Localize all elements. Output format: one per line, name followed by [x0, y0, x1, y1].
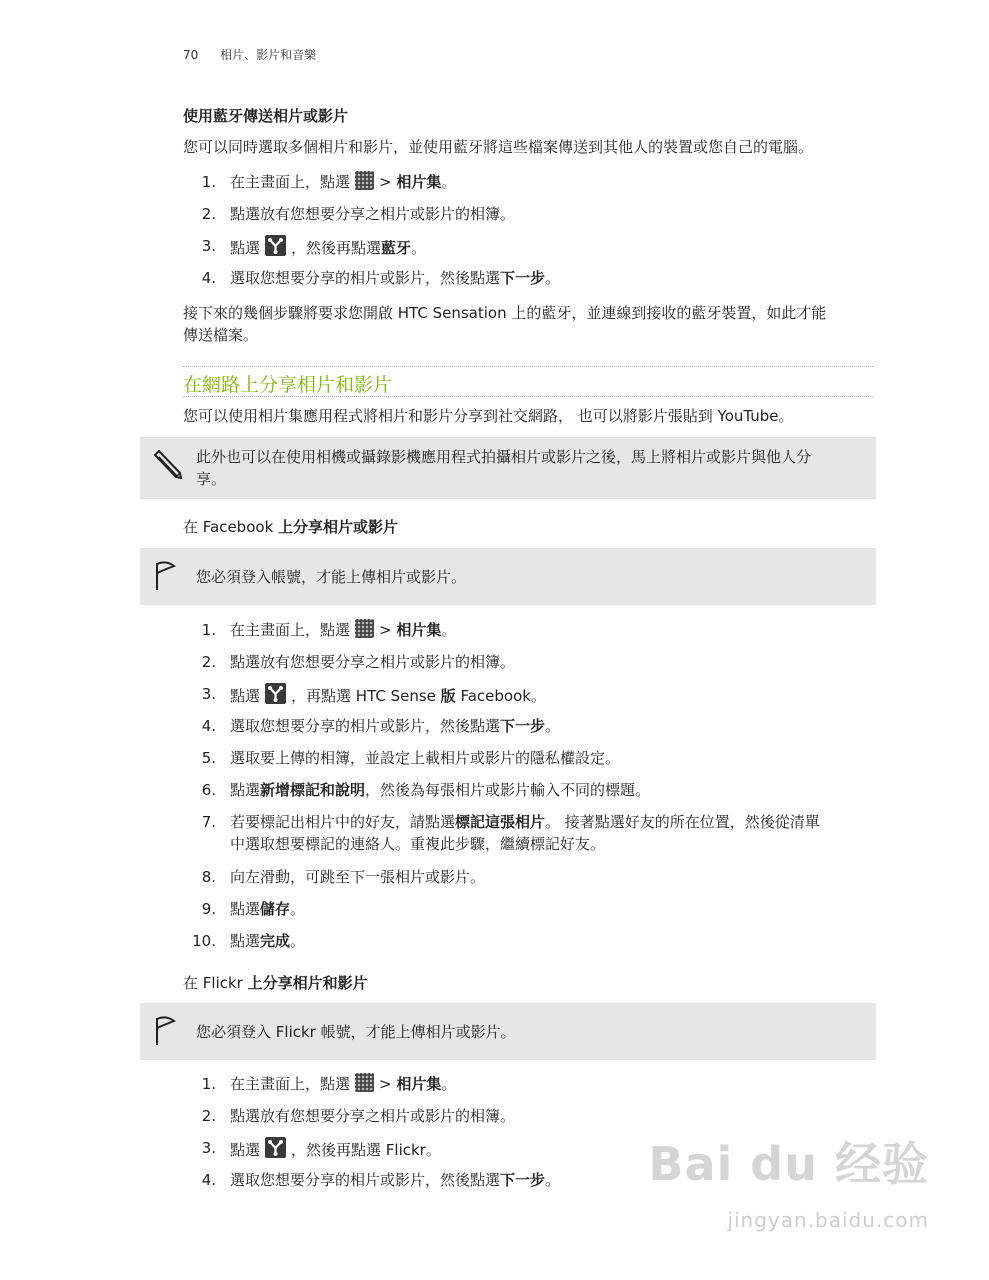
list-item: 3. 點選 ，再點選 HTC Sense 版 Facebook。 — [201, 685, 546, 705]
list-item: 6. 點選新增標記和說明，然後為每張相片或影片輸入不同的標題。 — [201, 781, 651, 799]
share-icon — [265, 235, 286, 256]
all-apps-icon — [355, 1073, 374, 1092]
list-item: 4. 選取您想要分享的相片或影片，然後點選下一步。 — [201, 269, 561, 287]
section-divider — [183, 366, 873, 367]
list-item: 4. 選取您想要分享的相片或影片，然後點選下一步。 — [201, 1171, 561, 1189]
watermark-logo: Bai du 经验 — [648, 1137, 929, 1191]
web-share-intro: 您可以使用相片集應用程式將相片和影片分享到社交網路， 也可以將影片張貼到 YouTube。 — [183, 407, 794, 425]
list-item: 1. 在主畫面上，點選 > 相片集。 — [201, 621, 457, 639]
flag-icon — [150, 560, 180, 596]
list-item: 3. 點選 ，然後再點選 Flickr。 — [201, 1139, 441, 1159]
bluetooth-after-text: 接下來的幾個步驟將要求您開啟 HTC Sensation 上的藍牙，並連線到接收的藍牙裝置，如此才能 傳送檔案。 — [183, 304, 827, 344]
pencil-icon — [150, 447, 186, 487]
share-icon — [265, 683, 286, 704]
list-item: 3. 點選 ，然後再點選藍牙。 — [201, 237, 427, 257]
list-item: 1. 在主畫面上，點選 > 相片集。 — [201, 1075, 457, 1093]
note-box — [140, 1003, 876, 1060]
list-item: 4. 選取您想要分享的相片或影片，然後點選下一步。 — [201, 717, 561, 735]
tip-text: 此外也可以在使用相機或攝錄影機應用程式拍攝相片或影片之後，馬上將相片或影片與他人分 享。 — [196, 448, 812, 488]
page-header — [183, 46, 316, 63]
note-text: 您必須登入帳號，才能上傳相片或影片。 — [196, 568, 467, 586]
tip-box — [140, 437, 876, 499]
list-item: 2. 點選放有您想要分享之相片或影片的相簿。 — [201, 205, 516, 223]
note-box — [140, 548, 876, 605]
flickr-heading: 在 Flickr 上分享相片和影片 — [183, 974, 368, 992]
web-share-heading: 在網路上分享相片和影片 — [183, 374, 393, 396]
list-item: 1. 在主畫面上，點選 > 相片集。 — [201, 173, 457, 191]
list-item: 7. 若要標記出相片中的好友，請點選標記這張相片。 接著點選好友的所在位置，然後從清單 中選取想要標記的連絡人。重複此步驟，繼續標記好友。 — [201, 813, 820, 853]
list-item: 9. 點選儲存。 — [201, 900, 306, 918]
list-item: 2. 點選放有您想要分享之相片或影片的相簿。 — [201, 653, 516, 671]
bluetooth-heading: 使用藍牙傳送相片或影片 — [183, 107, 349, 125]
all-apps-icon — [355, 171, 374, 190]
list-item: 5. 選取要上傳的相簿，並設定上載相片或影片的隱私權設定。 — [201, 749, 621, 767]
section-divider — [183, 396, 873, 397]
facebook-heading: 在 Facebook 上分享相片或影片 — [183, 518, 399, 536]
flag-icon — [150, 1015, 180, 1051]
bluetooth-steps — [186, 171, 876, 299]
facebook-steps — [186, 619, 876, 962]
bluetooth-intro: 您可以同時選取多個相片和影片，並使用藍牙將這些檔案傳送到其他人的裝置或您自己的電腦。 — [183, 138, 814, 156]
note-text: 您必須登入 Flickr 帳號，才能上傳相片或影片。 — [196, 1023, 516, 1041]
list-item: 8. 向左滑動，可跳至下一張相片或影片。 — [201, 868, 486, 886]
share-icon — [265, 1137, 286, 1158]
list-item: 10. 點選完成。 — [192, 932, 306, 950]
all-apps-icon — [355, 619, 374, 638]
page-number: 70 — [183, 48, 199, 62]
watermark-url: jingyan.baidu.com — [727, 1208, 929, 1232]
chapter-title: 相片、影片和音樂 — [220, 48, 317, 62]
list-item: 2. 點選放有您想要分享之相片或影片的相簿。 — [201, 1107, 516, 1125]
